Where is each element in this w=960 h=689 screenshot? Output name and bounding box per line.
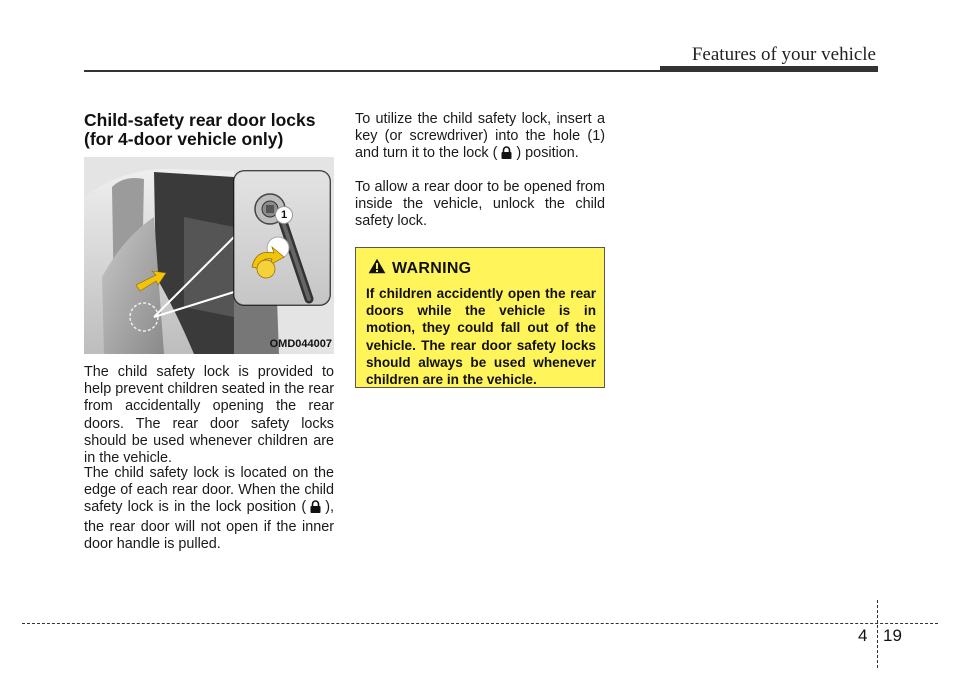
lock-icon bbox=[310, 500, 321, 518]
warning-title: WARNING bbox=[392, 259, 472, 277]
right-paragraph-1-start: To utilize the child safety lock, insert a key (or screwdriver) into the hole (1) and turn it to the lock ( bbox=[355, 111, 605, 162]
section-title bbox=[84, 111, 344, 149]
figure-code: OMD044007 bbox=[269, 338, 332, 350]
page-chapter: 4 bbox=[858, 626, 868, 645]
section-title-line2: (for 4-door vehicle only) bbox=[84, 129, 284, 149]
warning-triangle-icon bbox=[368, 258, 386, 279]
door-lock-figure bbox=[84, 157, 334, 354]
warning-box bbox=[355, 247, 605, 388]
warning-text: If children accidently open the rear doors while the vehicle is in motion, they could fall out of the vehicle. The rear door safety locks should always be used whenever children are in the vehicle. bbox=[366, 286, 596, 388]
footer-vertical-rule bbox=[877, 600, 878, 668]
section-title-line1: Child-safety rear door locks bbox=[84, 110, 316, 130]
left-paragraph-2-start: The child safety lock is located on the edge of each rear door. When the child safety lock is in the lock position ( bbox=[84, 465, 334, 516]
left-paragraph-1: The child safety lock is provided to help prevent children seated in the rear from accidentally opening the rear doors. The rear door safety locks should be used whenever children are in the vehicle. bbox=[84, 364, 334, 467]
header-rule-thin bbox=[84, 70, 660, 72]
footer-dashed-rule bbox=[22, 623, 938, 624]
header-rule-thick bbox=[660, 66, 878, 72]
left-paragraph-2-end: ), the rear door will not open if the inner door handle is pulled. bbox=[84, 499, 334, 552]
lock-icon bbox=[501, 146, 512, 164]
warning-header bbox=[366, 258, 596, 279]
door-illustration bbox=[84, 157, 334, 354]
right-paragraph-1-end: ) position. bbox=[516, 145, 579, 162]
callout-1: 1 bbox=[275, 206, 293, 224]
left-paragraph-2 bbox=[84, 465, 334, 553]
page-number: 19 bbox=[883, 626, 902, 645]
header-title: Features of your vehicle bbox=[691, 44, 876, 65]
right-paragraph-1 bbox=[355, 111, 605, 165]
right-paragraph-2: To allow a rear door to be opened from inside the vehicle, unlock the child safety lock. bbox=[355, 179, 605, 230]
